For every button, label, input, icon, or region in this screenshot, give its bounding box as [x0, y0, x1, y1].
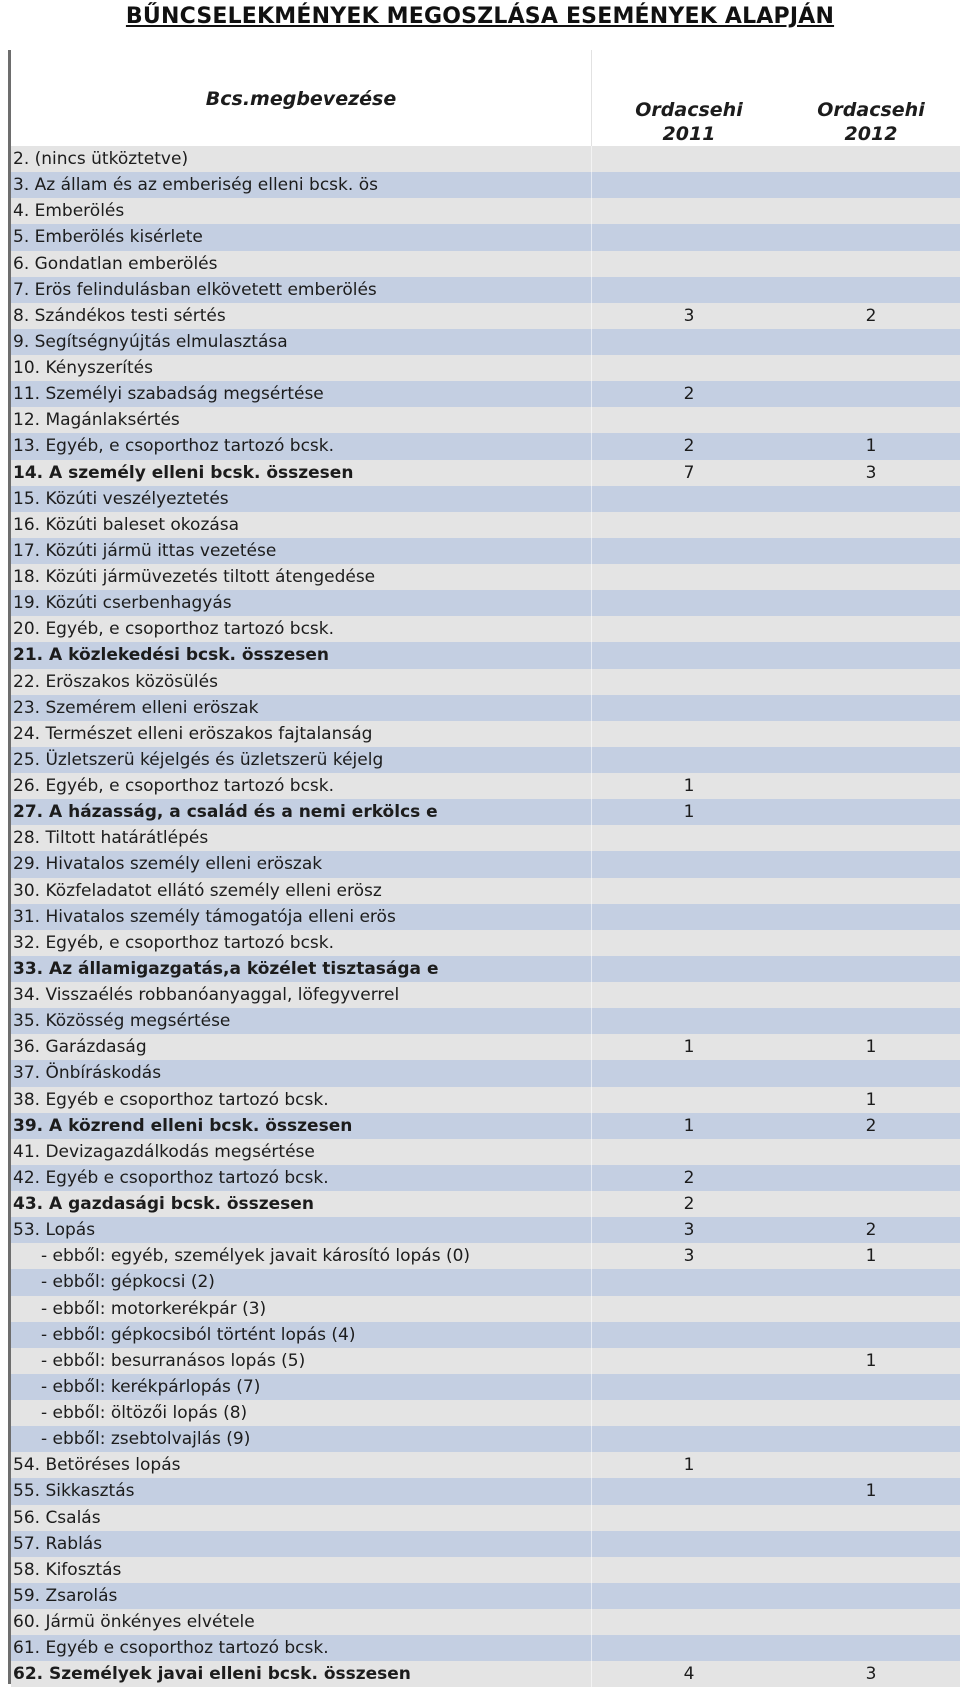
row-crime-name: 53. Lopás [13, 1220, 96, 1241]
row-crime-name: 12. Magánlaksértés [13, 410, 180, 431]
row-crime-name: 23. Szemérem elleni eröszak [13, 697, 259, 718]
table-row [11, 1531, 960, 1557]
row-crime-name: 36. Garázdaság [13, 1037, 147, 1058]
row-divider [591, 1243, 592, 1269]
table-row [11, 878, 960, 904]
table-row [11, 1505, 960, 1531]
row-divider [591, 1217, 592, 1243]
row-divider [591, 407, 592, 433]
table-row [11, 251, 960, 277]
row-divider [591, 721, 592, 747]
row-crime-name: 19. Közúti cserbenhagyás [13, 593, 232, 614]
row-divider [591, 1296, 592, 1322]
row-divider [591, 1374, 592, 1400]
row-crime-name: 18. Közúti jármüvezetés tiltott átengedése [13, 567, 376, 587]
row-crime-name: - ebből: kerékpárlopás (7) [41, 1376, 261, 1397]
table-row [11, 1426, 960, 1452]
row-divider [591, 1165, 592, 1191]
row-divider [591, 825, 592, 851]
row-value-2011: 7 [683, 462, 695, 483]
row-crime-name: 21. A közlekedési bcsk. összesen [13, 645, 329, 666]
row-divider [591, 1478, 592, 1504]
page-title: BŰNCSELEKMÉNYEK MEGOSZLÁSA ESEMÉNYEK ALAPJÁN [125, 4, 835, 29]
row-divider [591, 669, 592, 695]
header-column-2011-place: Ordacsehi [635, 99, 743, 121]
row-divider [591, 904, 592, 930]
table-row [11, 669, 960, 695]
row-divider [591, 198, 592, 224]
row-crime-name: 38. Egyéb e csoporthoz tartozó bcsk. [13, 1089, 329, 1110]
row-divider [591, 1113, 592, 1139]
row-value-2012: 1 [865, 436, 877, 457]
row-crime-name: 62. Személyek javai elleni bcsk. összesen [13, 1664, 411, 1685]
row-value-2011: 2 [683, 1167, 695, 1188]
row-crime-name: 60. Jármü önkényes elvétele [13, 1612, 255, 1632]
row-divider [591, 224, 592, 250]
table-row [11, 773, 960, 799]
row-divider [591, 1426, 592, 1452]
table-row [11, 1087, 960, 1113]
table-row [11, 224, 960, 250]
row-crime-name: 30. Közfeladatot ellátó személy elleni erösz [13, 880, 382, 901]
row-divider [591, 1583, 592, 1609]
row-crime-name: 39. A közrend elleni bcsk. összesen [13, 1115, 353, 1136]
table-row [11, 433, 960, 459]
table-row [11, 642, 960, 668]
header-column-2012 [796, 98, 946, 146]
row-divider [591, 1139, 592, 1165]
row-divider [591, 1191, 592, 1217]
table-row [11, 747, 960, 773]
row-value-2011: 3 [683, 305, 695, 326]
table-row [11, 1609, 960, 1635]
table-row [11, 825, 960, 851]
row-divider [591, 303, 592, 329]
row-divider [591, 642, 592, 668]
row-value-2011: 1 [683, 802, 695, 823]
header-divider [591, 50, 592, 146]
row-crime-name: 7. Erös felindulásban elkövetett emberölés [13, 279, 377, 300]
table-row [11, 1113, 960, 1139]
row-crime-name: 33. Az államigazgatás,a közélet tisztasága e [13, 958, 439, 979]
row-crime-name: 6. Gondatlan emberölés [13, 253, 218, 274]
table-row [11, 904, 960, 930]
table-row [11, 1008, 960, 1034]
row-crime-name: 27. A házasság, a család és a nemi erkölcs e [13, 802, 438, 823]
table-row [11, 1139, 960, 1165]
table-row [11, 1374, 960, 1400]
table-row [11, 146, 960, 172]
table-row [11, 590, 960, 616]
row-divider [591, 1400, 592, 1426]
row-value-2012: 2 [865, 305, 877, 326]
row-value-2011: 1 [683, 1455, 695, 1476]
row-divider [591, 982, 592, 1008]
row-value-2012: 1 [865, 1350, 877, 1371]
row-value-2012: 2 [865, 1115, 877, 1136]
header-column-2012-year: 2012 [844, 123, 898, 145]
row-crime-name: 13. Egyéb, e csoporthoz tartozó bcsk. [13, 436, 335, 457]
table-row [11, 1452, 960, 1478]
row-divider [591, 1348, 592, 1374]
row-divider [591, 747, 592, 773]
table-row [11, 355, 960, 381]
header-column-2012-place: Ordacsehi [817, 99, 925, 121]
row-crime-name: 26. Egyéb, e csoporthoz tartozó bcsk. [13, 776, 335, 796]
row-crime-name: 22. Eröszakos közösülés [13, 671, 218, 692]
row-crime-name: - ebből: gépkocsi (2) [41, 1272, 215, 1293]
table-row [11, 1557, 960, 1583]
row-crime-name: 54. Betöréses lopás [13, 1455, 181, 1476]
row-divider [591, 799, 592, 825]
row-divider [591, 146, 592, 172]
row-divider [591, 1661, 592, 1687]
row-divider [591, 1505, 592, 1531]
row-divider [591, 172, 592, 198]
row-crime-name: 34. Visszaélés robbanóanyaggal, löfegyverrel [13, 985, 400, 1005]
row-crime-name: 11. Személyi szabadság megsértése [13, 384, 324, 405]
row-crime-name: - ebből: motorkerékpár (3) [41, 1298, 267, 1319]
table-row [11, 1296, 960, 1322]
table-row [11, 538, 960, 564]
row-crime-name: 10. Kényszerítés [13, 358, 153, 378]
table-header [11, 50, 960, 146]
row-divider [591, 381, 592, 407]
row-crime-name: 31. Hivatalos személy támogatója elleni erös [13, 906, 396, 927]
table-row [11, 1635, 960, 1661]
table-row [11, 1243, 960, 1269]
row-crime-name: 29. Hivatalos személy elleni eröszak [13, 854, 323, 875]
table-row [11, 616, 960, 642]
row-value-2011: 2 [683, 1194, 695, 1214]
row-crime-name: 56. Csalás [13, 1507, 101, 1528]
row-crime-name: - ebből: zsebtolvajlás (9) [41, 1429, 251, 1450]
row-crime-name: 2. (nincs ütköztetve) [13, 149, 189, 169]
row-divider [591, 1008, 592, 1034]
table-row [11, 381, 960, 407]
row-divider [591, 1531, 592, 1557]
row-divider [591, 1087, 592, 1113]
row-crime-name: 28. Tiltott határátlépés [13, 828, 209, 849]
table-row [11, 564, 960, 590]
row-value-2011: 3 [683, 1220, 695, 1241]
row-divider [591, 1322, 592, 1348]
row-crime-name: - ebből: öltözői lopás (8) [41, 1403, 248, 1423]
table-row [11, 172, 960, 198]
table-row [11, 799, 960, 825]
row-crime-name: 3. Az állam és az emberiség elleni bcsk. ös [13, 175, 378, 196]
row-divider [591, 329, 592, 355]
table-row [11, 1661, 960, 1687]
row-value-2011: 4 [683, 1664, 695, 1685]
table-row [11, 1478, 960, 1504]
row-divider [591, 930, 592, 956]
row-crime-name: 61. Egyéb e csoporthoz tartozó bcsk. [13, 1638, 329, 1659]
row-crime-name: 8. Szándékos testi sértés [13, 305, 226, 326]
row-crime-name: 25. Üzletszerü kéjelgés és üzletszerü kéjelg [13, 749, 384, 770]
row-divider [591, 878, 592, 904]
row-value-2012: 2 [865, 1220, 877, 1241]
row-divider [591, 1635, 592, 1661]
table-row [11, 1322, 960, 1348]
row-value-2012: 1 [865, 1246, 877, 1267]
row-divider [591, 1609, 592, 1635]
row-value-2012: 1 [865, 1089, 877, 1110]
row-divider [591, 486, 592, 512]
table-row [11, 1348, 960, 1374]
row-value-2012: 1 [865, 1481, 877, 1502]
row-value-2011: 2 [683, 384, 695, 405]
row-crime-name: 37. Önbíráskodás [13, 1063, 162, 1084]
header-column-2011 [614, 98, 764, 146]
row-divider [591, 1557, 592, 1583]
row-divider [591, 1452, 592, 1478]
header-name-column: Bcs.megbevezése [205, 88, 397, 110]
table-row [11, 1269, 960, 1295]
table-body [11, 146, 960, 1687]
table-row [11, 1583, 960, 1609]
table-row [11, 198, 960, 224]
row-divider [591, 1034, 592, 1060]
row-value-2012: 3 [865, 462, 877, 483]
row-divider [591, 956, 592, 982]
row-value-2012: 1 [865, 1037, 877, 1058]
table-row [11, 851, 960, 877]
table-row [11, 982, 960, 1008]
row-crime-name: 20. Egyéb, e csoporthoz tartozó bcsk. [13, 619, 335, 640]
row-divider [591, 616, 592, 642]
table-row [11, 512, 960, 538]
row-crime-name: - ebből: egyéb, személyek javait károsító lopás (0) [41, 1246, 471, 1267]
row-divider [591, 590, 592, 616]
table-row [11, 1060, 960, 1086]
table-row [11, 407, 960, 433]
row-crime-name: 9. Segítségnyújtás elmulasztása [13, 331, 288, 352]
row-crime-name: 17. Közúti jármü ittas vezetése [13, 540, 277, 561]
table-row [11, 1217, 960, 1243]
row-value-2011: 1 [683, 776, 695, 796]
table-row [11, 1400, 960, 1426]
table-row [11, 1034, 960, 1060]
table-row [11, 930, 960, 956]
table-row [11, 956, 960, 982]
row-crime-name: 59. Zsarolás [13, 1585, 118, 1606]
table-row [11, 329, 960, 355]
row-divider [591, 538, 592, 564]
row-value-2011: 1 [683, 1037, 695, 1058]
row-crime-name: - ebből: gépkocsiból történt lopás (4) [41, 1324, 356, 1345]
row-value-2011: 2 [683, 436, 695, 457]
header-column-2011-year: 2011 [662, 123, 716, 145]
row-crime-name: 4. Emberölés [13, 201, 125, 222]
row-divider [591, 851, 592, 877]
row-divider [591, 355, 592, 381]
table-row [11, 1191, 960, 1217]
table-row [11, 303, 960, 329]
row-value-2012: 3 [865, 1664, 877, 1685]
row-divider [591, 773, 592, 799]
row-divider [591, 1060, 592, 1086]
row-divider [591, 277, 592, 303]
row-crime-name: 41. Devizagazdálkodás megsértése [13, 1141, 315, 1162]
row-divider [591, 251, 592, 277]
table-row [11, 695, 960, 721]
row-crime-name: 43. A gazdasági bcsk. összesen [13, 1194, 314, 1214]
row-divider [591, 512, 592, 538]
row-value-2011: 3 [683, 1246, 695, 1267]
row-crime-name: 32. Egyéb, e csoporthoz tartozó bcsk. [13, 932, 335, 953]
row-divider [591, 695, 592, 721]
table-row [11, 486, 960, 512]
row-crime-name: 42. Egyéb e csoporthoz tartozó bcsk. [13, 1167, 329, 1188]
table-row [11, 277, 960, 303]
row-crime-name: 24. Természet elleni eröszakos fajtalanság [13, 723, 373, 744]
row-crime-name: 57. Rablás [13, 1533, 103, 1554]
row-crime-name: 14. A személy elleni bcsk. összesen [13, 462, 354, 483]
row-crime-name: - ebből: besurranásos lopás (5) [41, 1350, 306, 1371]
table-row [11, 460, 960, 486]
row-value-2011: 1 [683, 1115, 695, 1136]
row-divider [591, 564, 592, 590]
row-crime-name: 15. Közúti veszélyeztetés [13, 488, 229, 509]
table-row [11, 1165, 960, 1191]
row-divider [591, 433, 592, 459]
row-crime-name: 35. Közösség megsértése [13, 1011, 231, 1032]
row-crime-name: 55. Sikkasztás [13, 1481, 135, 1502]
row-crime-name: 58. Kifosztás [13, 1559, 122, 1580]
table-row [11, 721, 960, 747]
row-divider [591, 1269, 592, 1295]
row-crime-name: 5. Emberölés kisérlete [13, 227, 203, 248]
row-divider [591, 460, 592, 486]
row-crime-name: 16. Közúti baleset okozása [13, 514, 240, 535]
